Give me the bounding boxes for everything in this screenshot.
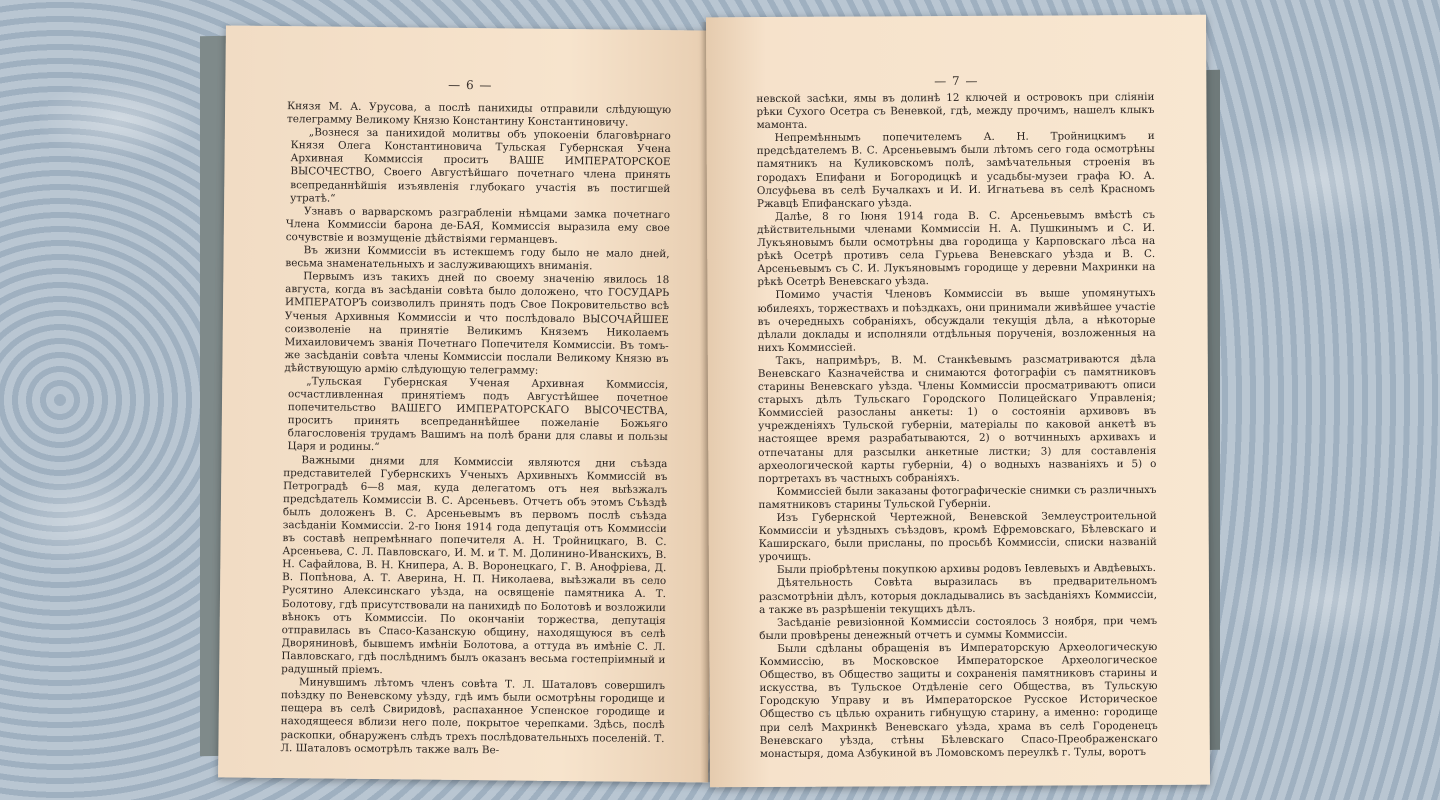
paragraph: Такъ, напримѣръ, В. М. Станкѣевымъ разсматриваются дѣла Веневскаго Казначейства и снимаются фотографіи съ памятниковъ старины Веневскаго уѣзда. Члены Коммиссіи просматриваютъ описи старыхъ дѣлъ Тульскаго Городского Полицейскаго Управленія; Коммиссіей разосланы анкеты: 1) о состояніи архивовъ въ учрежденіяхъ Тульской губерніи, матеріалы по каковой анкетѣ въ настоящее время разрабатываются, 2) о вотчинныхъ архивахъ и отпечатаны для разсылки анкетные листки; 3) для составленія археологической карты губерніи, 4) о водныхъ названіяхъ и 5) о портретахъ въ частныхъ собраніяхъ. bbox=[757, 352, 1157, 485]
paragraph: „Тульская Губернская Ученая Архивная Коммиссія, осчастливленная принятіемъ подъ Августѣйшее почетное попечительство ВАШЕГО ИМПЕРАТОРСКАГО ВЫСОЧЕСТВА, проситъ принять всепреданнѣйшее пожеланіе Божьяго благословенія трудамъ Вашимъ на полѣ брани для славы и пользы Царя и родины.“ bbox=[287, 375, 669, 454]
paragraph: Узнавъ о варварскомъ разграбленіи нѣмцами замка почетнаго Члена Коммиссіи барона де-БАЯ, Коммиссія выразила ему свое сочувствіе и возмущеніе дѣйствіями германцевъ. bbox=[285, 205, 671, 246]
paragraph: Помимо участія Членовъ Коммиссіи въ выше упомянутыхъ юбилеяхъ, торжествахъ и поѣздкахъ, они принимали живѣйшее участіе въ очередныхъ собраніяхъ, обсуждали текущія дѣла, а нѣкоторые дѣлали доклады и исполняли отдѣльныя порученія, возложенныя на нихъ Коммиссіей. bbox=[757, 287, 1156, 354]
right-page bbox=[706, 15, 1210, 788]
page-number: — 6 — bbox=[448, 77, 493, 93]
paragraph: Непремѣннымъ попечителемъ А. Н. Тройницкимъ и предсѣдателемъ В. С. Арсеньевымъ были лѣтомъ сего года осмотрѣны памятникъ на Куликовскомъ полѣ, замѣчательныя строенія въ городахъ Епифани и Богородицкѣ и усадьбы-музеи графа Ю. А. Олсуфьева въ селѣ Бучалкахъ и И. И. Игнатьева въ селѣ Красномъ Ржавцѣ Епифанскаго уѣзда. bbox=[756, 130, 1155, 210]
paragraph: Минувшимъ лѣтомъ членъ совѣта Т. Л. Шаталовъ совершилъ поѣздку по Веневскому уѣзду, гдѣ имъ были осмотрѣны городище и пещера въ селѣ Свиридовѣ, распаханное Успенское городище и находящееся вблизи него поле, покрытое черепками. Здѣсь, послѣ раскопки, обнаруженъ слѣдъ трехъ послѣдовательныхъ поселеній. Т. Л. Шаталовъ осмотрѣлъ также валъ Ве- bbox=[280, 676, 666, 756]
paragraph: невской засѣки, ямы въ долинѣ 12 ключей и островокъ при сліяніи рѣки Сухого Осетра съ Веневкой, гдѣ, между прочимъ, нашелъ клыкъ мамонта. bbox=[756, 90, 1155, 132]
paragraph: Изъ Губернской Чертежной, Веневской Землеустроительной Коммиссіи и уѣздныхъ съѣздовъ, кромѣ Ефремовскаго, Бѣлевскаго и Каширскаго, были присланы, по просьбѣ Коммиссіи, списки названій урочищъ. bbox=[758, 509, 1157, 564]
paragraph: Князя М. А. Урусова, а послѣ панихиды отправили слѣдующую телеграмму Великому Князю Константину Константиновичу. bbox=[286, 100, 672, 129]
paragraph: „Вознеся за панихидой молитвы объ упокоеніи благовѣрнаго Князя Олега Константиновича Тульская Губернская Учена Архивная Коммиссія проситъ ВАШЕ ИМПЕРАТОРСКОЕ ВЫСОЧЕСТВО, Своего Августѣйшаго почетнаго члена принять всепреданнѣйшія изъявленія глубокаго участія въ постигшей утратѣ.“ bbox=[290, 126, 671, 205]
page-text bbox=[756, 91, 1157, 761]
left-page bbox=[218, 25, 716, 782]
paragraph: Первымъ изъ такихъ дней по своему значенію явилось 18 августа, когда въ засѣданіи совѣта было доложено, что ГОСУДАРЬ ИМПЕРАТОРЪ соизволилъ принять подъ Свое Покровительство всѣ Ученыя Архивныя Коммиссіи и что послѣдовало ВЫСОЧАЙШЕЕ соизволеніе на принятіе Великимъ Княземъ Николаемъ Михаиловичемъ званія Почетнаго Попечителя Коммиссіи. Въ томъ-же засѣданіи совѣта члены Коммиссіи послали Великому Князю въ дѣйствующую армію слѣдующую телеграмму: bbox=[284, 270, 670, 377]
paragraph: Были сдѣланы обращенія въ Императорскую Археологическую Коммиссію, въ Московское Императорское Археологическое Общество, въ Общество защиты и сохраненія памятниковъ старины и искусства, въ Тульское Отдѣленіе сего Общества, въ Тульскую Городскую Управу и въ Императорское Русское Историческое Общество съ цѣлью охранить гибнущую старину, а именно: городище при селѣ Махринкѣ Веневскаго уѣзда, храма въ селѣ Городенецъ Веневскаго уѣзда, стѣны Бѣлевскаго Спасо-Преображенскаго монастыря, дома Азбукиной въ Ломовскомъ переулкѣ г. Тулы, воротъ bbox=[759, 640, 1158, 760]
paragraph: Далѣе, 8 го Іюня 1914 года В. С. Арсеньевымъ вмѣстѣ съ дѣйствительными членами Коммиссіи Н. А. Пушкинымъ и С. И. Лукъяновымъ были осмотрѣны два городища у Карповскаго лѣса на рѣкѣ Осетрѣ противъ села Гурьева Веневскаго уѣзда и В. С. Арсеньевымъ съ С. И. Лукъяновымъ городище у деревни Махринки на рѣкѣ Осетрѣ Веневскаго уѣзда. bbox=[757, 208, 1156, 289]
paragraph: Въ жизни Коммиссіи въ истекшемъ году было не мало дней, весьма знаменательныхъ и заслуживающихъ вниманія. bbox=[285, 244, 670, 273]
paragraph: Дѣятельность Совѣта выразилась въ предварительномъ разсмотрѣніи дѣлъ, которыя докладывались въ засѣданіяхъ Коммиссіи, а также въ разрѣшеніи текущихъ дѣлъ. bbox=[758, 575, 1158, 616]
paragraph: Коммиссіей были заказаны фотографическіе снимки съ различныхъ памятниковъ старины Тульской Губерніи. bbox=[758, 483, 1157, 511]
paragraph: Засѣданіе ревизіонной Коммиссіи состоялось 3 ноября, при чемъ были провѣрены денежный отчетъ и суммы Коммиссіи. bbox=[759, 614, 1158, 642]
paragraph: Важными днями для Коммиссіи являются дни съѣзда представителей Губернскихъ Ученыхъ Архивныхъ Коммиссій въ Петроградѣ 6—8 мая, куда делегатомъ отъ нея выѣзжалъ предсѣдатель Коммиссіи В. С. Арсеньевъ. Отчетъ объ этомъ Съѣздѣ былъ доложенъ В. С. Арсеньевымъ въ первомъ послѣ съѣзда засѣданіи Коммиссіи. 2-го Іюня 1914 года депутація отъ Коммиссіи въ составѣ непремѣннаго попечителя А. Н. Тройницкаго, В. С. Арсеньева, С. Л. Павловскаго, И. М. и Т. М. Долинино-Иванскихъ, В. Н. Сафайлова, В. Н. Книпера, А. В. Воронецкаго, Г. В. Анофріева, Д. В. Попѣнова, А. Т. Аверина, Н. П. Николаева, выѣзжали въ село Русятино Алексинскаго уѣзда, на освященіе памятника А. Т. Болотову, гдѣ присутствовали на панихидѣ по Болотовѣ и возложили вѣнокъ отъ Коммиссіи. По окончаніи торжества, депутація отправилась въ Спасо-Казанскую общину, находящуюся въ селѣ Дворяниновѣ, бывшемъ имѣніи Болотова, а оттуда въ имѣніе С. Л. Павловскаго, гдѣ послѣднимъ былъ оказанъ весьма гостепріимный и радушный пріемъ. bbox=[281, 453, 668, 677]
page-text bbox=[280, 100, 671, 759]
page-number: — 7 — bbox=[934, 73, 979, 89]
paragraph: Были пріобрѣтены покупкою архивы родовъ Іевлевыхъ и Авдѣевыхъ. bbox=[776, 562, 1156, 577]
